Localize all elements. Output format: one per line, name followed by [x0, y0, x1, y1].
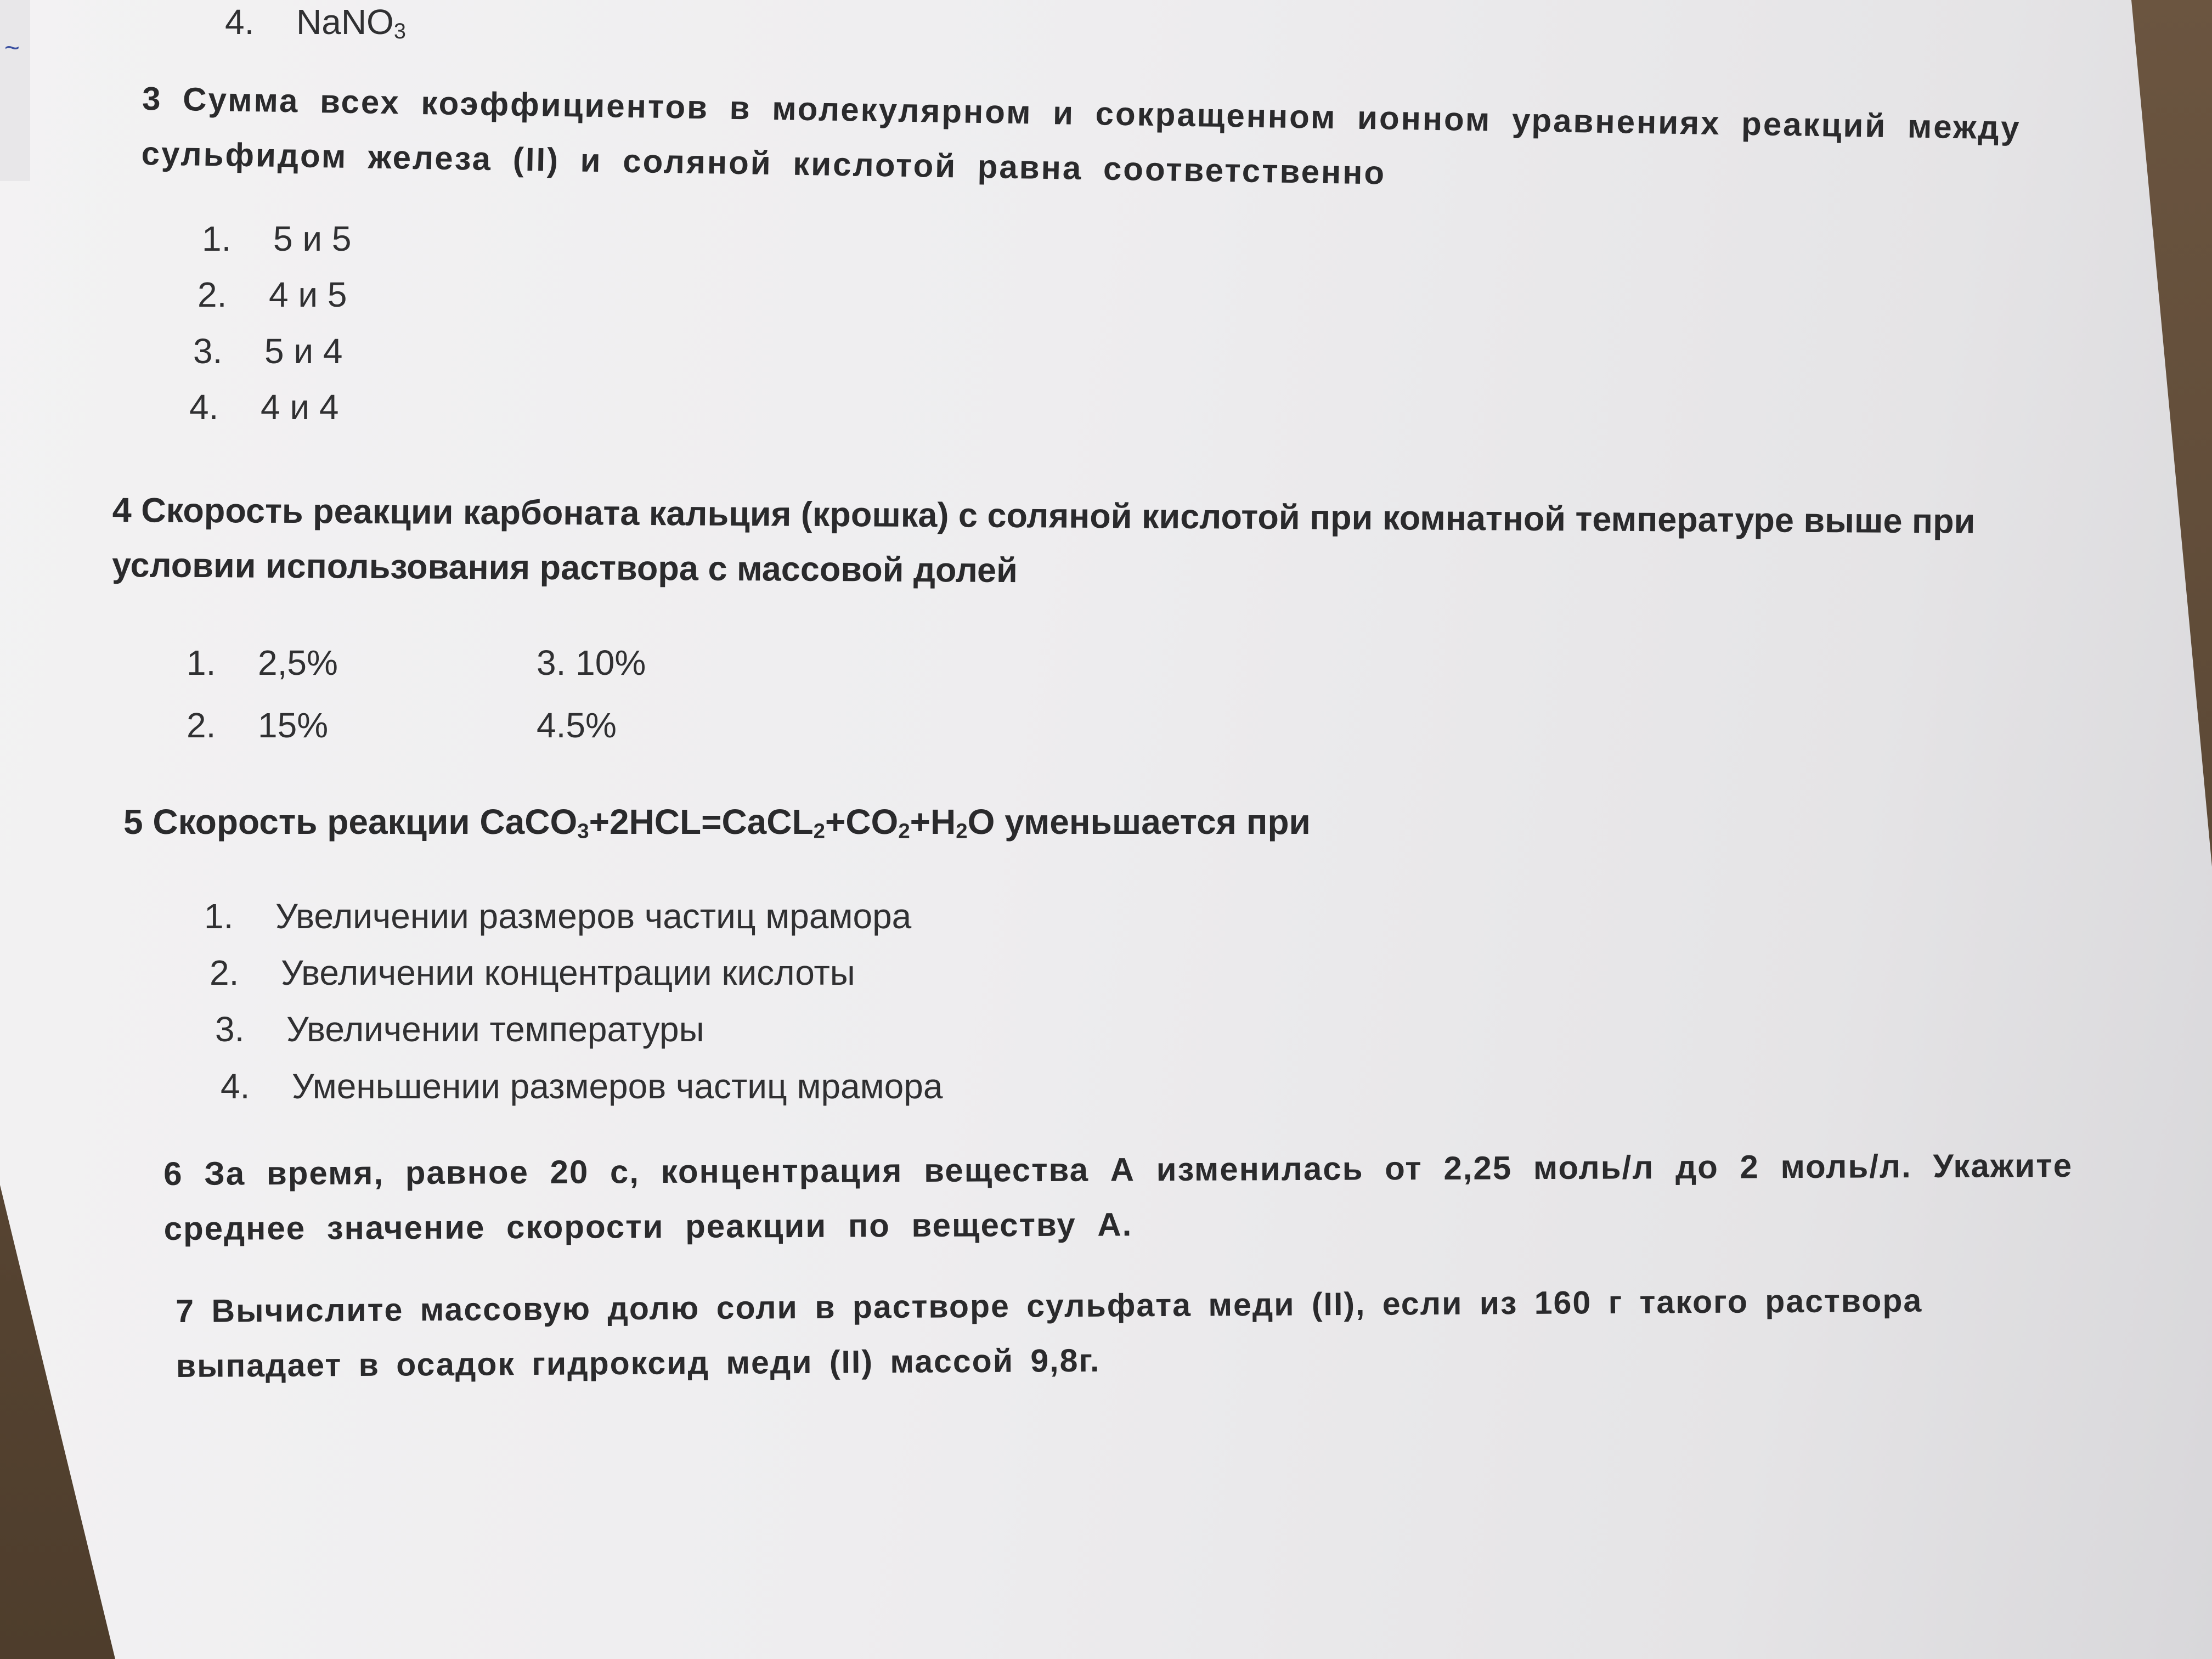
- pen-mark: ~: [4, 33, 20, 63]
- question-4-text: 4 Скорость реакции карбоната кальция (крошка) с соляной кислотой при комнатной температуре выше при условии использования раствора с массовой долей: [111, 490, 1976, 590]
- q5-option-4: [221, 1064, 943, 1108]
- q5-subscript: 2: [813, 819, 825, 843]
- question-6-text: 6 За время, равное 20 с, концентрация вещества А изменилась от 2,25 моль/л до 2 моль/л. Укажите среднее значение скорости реакции по веществу А.: [163, 1147, 2073, 1247]
- q5-text-part: +CO: [825, 802, 899, 842]
- option-text: NaNO: [296, 2, 394, 42]
- q5-option-1: [204, 894, 911, 938]
- option-number: 1.: [204, 896, 234, 936]
- option-text: 5 и 5: [273, 219, 352, 258]
- option-number: 2.: [198, 275, 227, 314]
- option-text: 4.5%: [537, 706, 617, 745]
- option-number: 3.: [215, 1009, 245, 1049]
- option-text: 5 и 4: [264, 331, 343, 371]
- option-text: 2,5%: [258, 643, 338, 682]
- q5-subscript: 3: [577, 819, 589, 843]
- option-text: Увеличении концентрации кислоты: [281, 953, 855, 992]
- q5-subscript: 2: [956, 819, 968, 843]
- prev-option-4: [225, 0, 406, 53]
- q3-option-1: [202, 217, 352, 261]
- option-number: 4.: [225, 2, 255, 42]
- option-text: Уменьшении размеров частиц мрамора: [292, 1066, 943, 1106]
- option-number: 3.: [193, 331, 223, 371]
- question-7-text: 7 Вычислите массовую долю соли в растворе сульфата меди (II), если из 160 г такого раствора выпадает в осадок гидроксид меди (II) массой 9,8г.: [176, 1282, 1923, 1384]
- option-number: 4.: [189, 387, 219, 427]
- q3-option-4: [189, 385, 339, 429]
- option-text: 3. 10%: [537, 643, 646, 682]
- option-text: Увеличении размеров частиц мрамора: [275, 896, 912, 936]
- option-text: 15%: [258, 706, 329, 745]
- option-number: 1.: [202, 219, 232, 258]
- option-number: 1.: [187, 643, 216, 682]
- q5-option-3: [215, 1007, 704, 1051]
- q3-option-2: [198, 273, 347, 317]
- q4-option-3: [537, 641, 646, 685]
- q4-option-1: [187, 641, 338, 685]
- q5-text-part: +H: [910, 802, 956, 842]
- q5-text-part: 5 Скорость реакции CaCO: [123, 802, 578, 842]
- underlying-sheet-edge: [0, 0, 30, 181]
- q3-option-3: [193, 329, 343, 373]
- option-text: 4 и 4: [261, 387, 339, 427]
- q4-option-2: [187, 703, 328, 747]
- option-number: 4.: [221, 1066, 250, 1106]
- option-subscript: 3: [393, 19, 406, 43]
- option-number: 2.: [210, 953, 239, 992]
- q4-option-4: [537, 703, 617, 747]
- option-text: 4 и 5: [269, 275, 347, 314]
- q5-text-part: O уменьшается при: [967, 802, 1311, 842]
- question-3-text: 3 Сумма всех коэффициентов в молекулярном и сокращенном ионном уравнениях реакций между сульфидом железа (II) и соляной кислотой равна соответственно: [141, 80, 2022, 191]
- question-5-text: [123, 794, 1989, 859]
- option-text: Увеличении температуры: [286, 1009, 704, 1049]
- q5-text-part: +2HCL=CaCL: [589, 802, 814, 842]
- q5-subscript: 2: [898, 819, 910, 843]
- option-number: 2.: [187, 706, 216, 745]
- q5-option-2: [210, 951, 855, 995]
